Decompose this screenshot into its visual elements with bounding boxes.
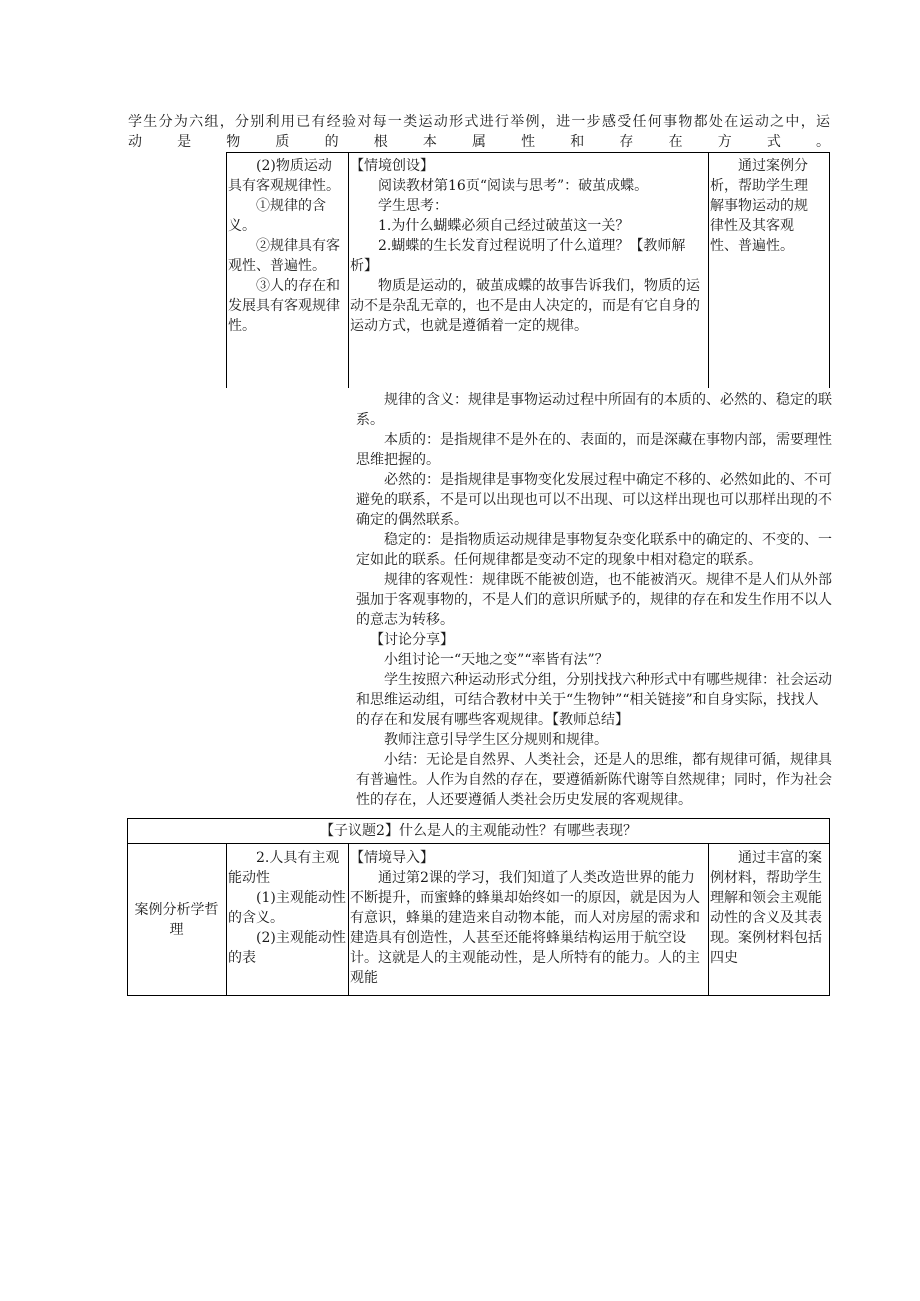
paragraph: 稳定的：是指物质运动规律是事物复杂变化联系中的确定的、不变的、一定如此的联系。任何规律都是变动不定的现象中相对稳定的联系。 [356,532,832,568]
table2-border-col2 [348,843,349,996]
table1-activity-column [350,156,706,336]
table2-border-right [829,818,830,996]
topic-item: (2)主观能动性的表 [228,930,346,966]
table2-border-left [127,818,128,996]
question-2: 2.蝴蝶的生长发育过程说明了什么道理？【教师解析】 [350,238,686,274]
body-text-block [356,390,832,810]
paragraph: 规律的客观性：规律既不能被创造，也不能被消灭。规律不是人们从外部强加于客观事物的，不是人们的意识所赋予的，规律的存在和发生作用不以人的意志为转移。 [356,572,832,628]
table1-topic-column [228,156,344,336]
topic-item: ②规律具有客观性、普遍性。 [228,238,340,274]
table2-top-border [127,818,830,819]
reading-task: 阅读教材第16页“阅读与思考”：破茧成蝶。 [378,178,649,194]
discussion-heading: 【讨论分享】 [370,632,454,648]
question-1: 1.为什么蝴蝶必须自己经过破茧这一关？ [378,218,630,234]
summary: 小结：无论是自然界、人类社会，还是人的思维，都有规律可循，规律具有普遍性。人作为自然的存在，要遵循新陈代谢等自然规律；同时，作为社会性的存在，人还要遵循人类社会历史发展的客观规律。 [356,752,832,808]
table2-border-col3 [708,843,709,996]
table2-header-border [127,843,830,844]
teacher-note: 教师注意引导学生区分规则和规律。 [384,732,608,748]
left-label: 案例分析学哲理 [134,902,219,938]
table2-topic-column [228,848,346,968]
table1-border-right [829,152,830,388]
table1-purpose-column [710,156,816,256]
subtopic-header: 【子议题2】什么是人的主观能动性？有哪些表现？ [320,823,637,839]
discussion-text: 学生按照六种运动形式分组，分别找找六种形式中有哪些规律：社会运动和思维运动组，可结合教材中关于“生物钟”“相关链接”和自身实际，找找人的存在和发展有哪些客观规律。【教师总结】 [356,672,832,728]
intro-line-2: 动是物质的根本属性和存在方式。 [128,134,830,150]
section-heading: 【情境导入】 [350,850,434,866]
table2-bottom-border [127,995,830,996]
scenario-text: 通过第2课的学习，我们知道了人类改造世界的能力不断提升，而蜜蜂的蜂巢却始终如一的原因，就是因为人有意识，蜂巢的建造来自动物本能，而人对房屋的需求和建造具有创造性，人甚至还能将蜂巢结构运用于航空设计。这就是人的主观能动性，是人所特有的能力。人的主观能 [350,870,700,986]
section-heading: 【情境创设】 [350,158,434,174]
table2-activity-column [350,848,706,988]
topic-item: ①规律的含义。 [228,198,326,234]
topic-item: (1)主观能动性的含义。 [228,890,346,926]
table2-purpose-column [710,848,826,968]
table1-top-border [226,152,830,153]
table1-border-purpose [708,152,709,388]
topic-item: (2)物质运动具有客观规律性。 [228,158,340,194]
purpose-text: 通过丰富的案例材料，帮助学生理解和领会主观能动性的含义及其表现。案例材料包括四史 [710,850,822,966]
paragraph: 必然的：是指规律是事物变化发展过程中确定不移的、必然如此的、不可避免的联系，不是可以出现也可以不出现、可以这样出现也可以那样出现的不确定的偶然联系。 [356,472,832,528]
topic-item: ③人的存在和发展具有客观规律性。 [228,278,340,334]
think-label: 学生思考： [378,198,448,214]
intro-line-1: 学生分为六组，分别利用已有经验对每一类运动形式进行举例，进一步感受任何事物都处在运动之中，运 [128,114,830,130]
table1-border-mid [348,152,349,388]
table2-border-col1 [226,843,227,996]
topic-item: 2.人具有主观能动性 [228,850,340,886]
paragraph: 规律的含义：规律是事物运动过程中所固有的本质的、必然的、稳定的联系。 [356,392,832,428]
table1-border-left [226,152,227,388]
paragraph: 本质的：是指规律不是外在的、表面的，而是深藏在事物内部，需要理性思维把握的。 [356,432,832,468]
purpose-text: 通过案例分析，帮助学生理解事物运动的规律性及其客观性、普遍性。 [710,158,808,254]
discussion-question: 小组讨论一“天地之变”“率皆有法”？ [384,652,609,668]
teacher-answer: 物质是运动的，破茧成蝶的故事告诉我们，物质的运动不是杂乱无章的，也不是由人决定的，而是有它自身的运动方式，也就是遵循着一定的规律。 [350,278,700,334]
